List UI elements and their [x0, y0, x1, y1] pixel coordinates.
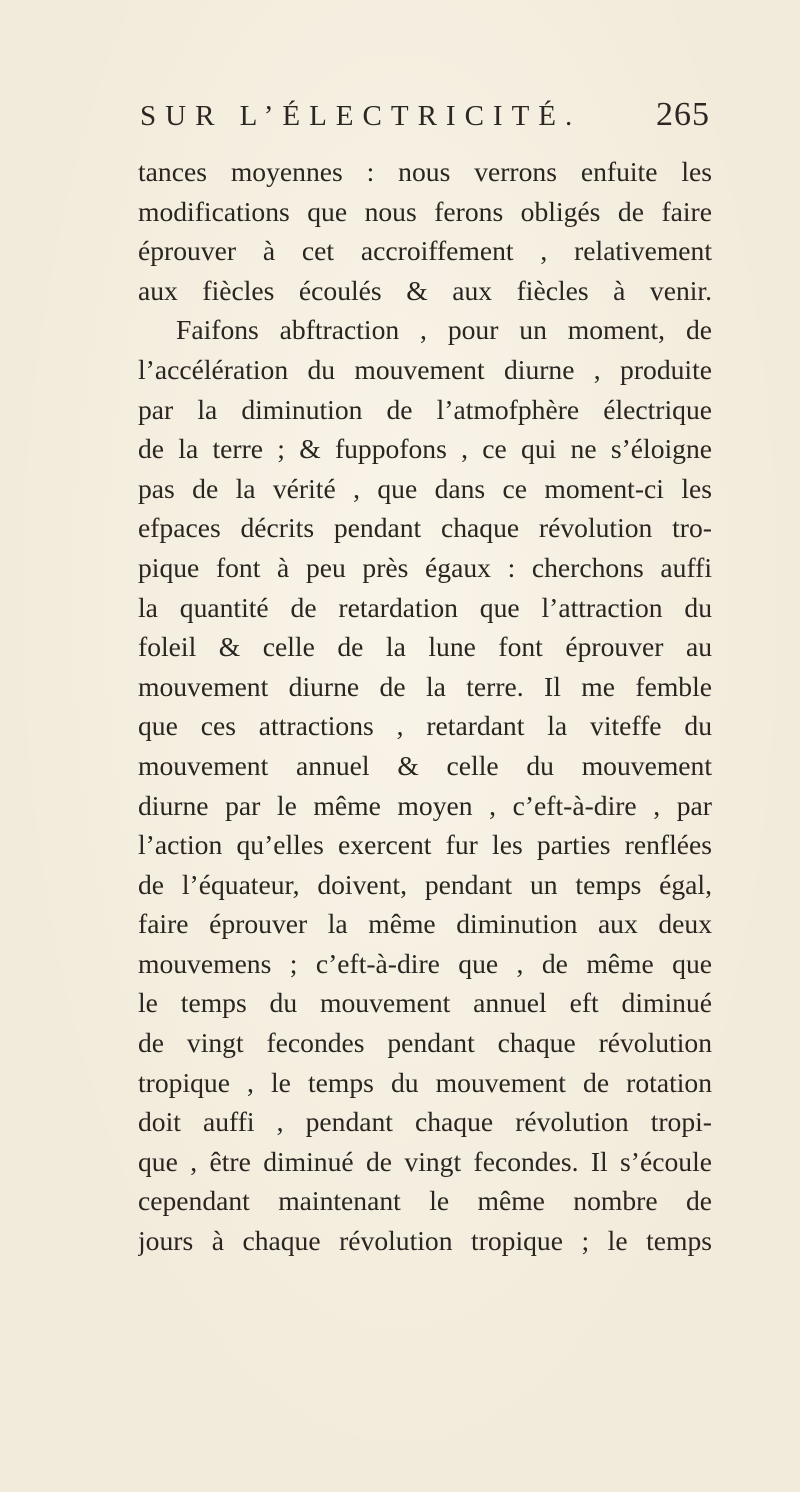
text-line: jours à chaque révolution tropique ; le temps — [138, 1225, 712, 1257]
text-line: mouvement diurne de la terre. Il me femble — [138, 670, 712, 702]
text-line: modifications que nous ferons obligés de faire — [138, 195, 712, 227]
running-head: SUR L’ÉLECTRICITÉ. — [140, 100, 582, 132]
text-line: faire éprouver la même diminution aux deux — [138, 908, 712, 940]
text-line: mouvement annuel & celle du mouvement — [138, 749, 712, 781]
text-line: aux fiècles écoulés & aux fiècles à venir. — [138, 274, 712, 306]
text-line: foleil & celle de la lune font éprouver au — [138, 631, 712, 663]
body-text — [138, 152, 712, 1261]
text-line: de la terre ; & fuppofons , ce qui ne s’éloigne — [138, 433, 712, 465]
text-line: la quantité de retardation que l’attraction du — [138, 591, 712, 623]
text-line: l’action qu’elles exercent fur les parties renflées — [138, 829, 712, 861]
text-line: doit auffi , pendant chaque révolution tropi- — [138, 1106, 712, 1138]
text-line: le temps du mouvement annuel eft diminué — [138, 987, 712, 1019]
page-number: 265 — [656, 96, 710, 133]
text-line: diurne par le même moyen , c’eft-à-dire , par — [138, 789, 712, 821]
text-line: que , être diminué de vingt fecondes. Il s’écoule — [138, 1145, 712, 1177]
text-line: tropique , le temps du mouvement de rotation — [138, 1066, 712, 1098]
text-line: l’accélération du mouvement diurne , produite — [138, 353, 712, 385]
text-line: par la diminution de l’atmofphère électrique — [138, 393, 712, 425]
text-line: Faifons abftraction , pour un moment, de — [176, 314, 712, 346]
text-line: mouvemens ; c’eft-à-dire que , de même que — [138, 947, 712, 979]
text-line: pique font à peu près égaux : cherchons auffi — [138, 551, 712, 583]
page-header — [140, 96, 710, 136]
text-line: que ces attractions , retardant la viteffe du — [138, 710, 712, 742]
text-line: tances moyennes : nous verrons enfuite les — [138, 156, 712, 187]
text-line: éprouver à cet accroiffement , relativement — [138, 235, 712, 267]
text-line: efpaces décrits pendant chaque révolution tro- — [138, 512, 712, 544]
text-line: de l’équateur, doivent, pendant un temps égal, — [138, 868, 712, 900]
text-line: pas de la vérité , que dans ce moment-ci les — [138, 472, 712, 504]
text-line: cependant maintenant le même nombre de — [138, 1185, 712, 1217]
text-line: de vingt fecondes pendant chaque révolution — [138, 1027, 712, 1059]
